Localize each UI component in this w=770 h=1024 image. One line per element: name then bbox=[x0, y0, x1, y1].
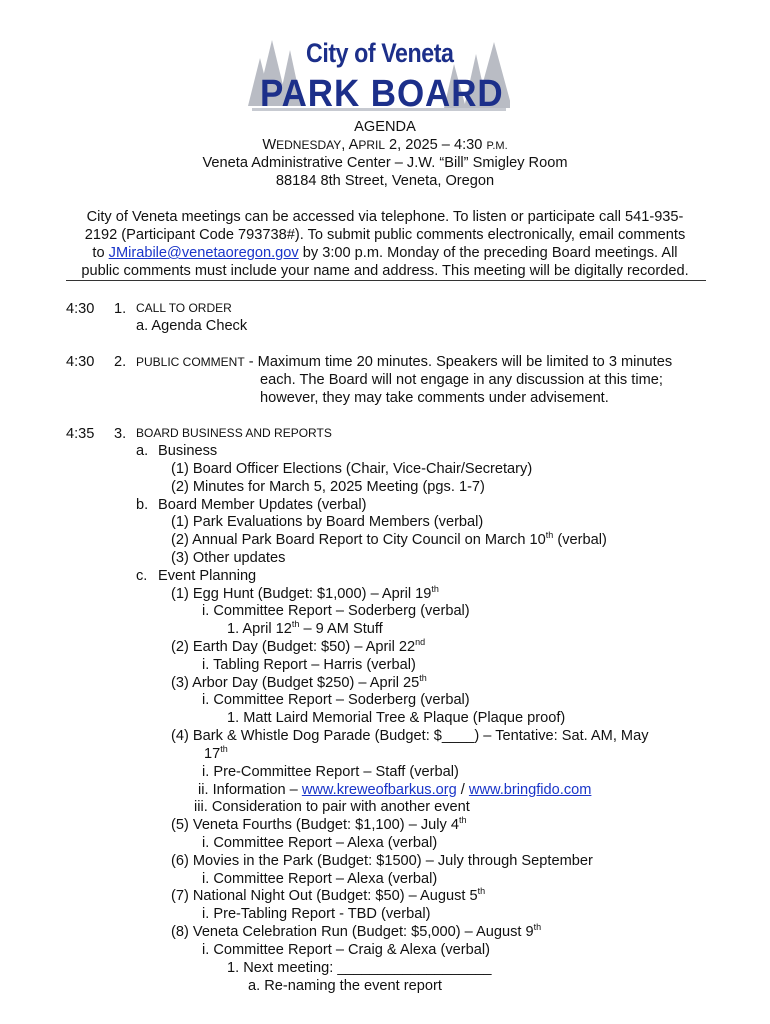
item-3-number: 3. bbox=[114, 426, 127, 442]
event-egg-hunt-detail: 1. April 12th – 9 AM Stuff bbox=[227, 619, 383, 637]
item-2-number: 2. bbox=[114, 354, 127, 370]
item-2-text-2: each. The Board will not engage in any discussion at this time; bbox=[260, 372, 663, 388]
event-dog-parade-consider: iii. Consideration to pair with another event bbox=[194, 799, 470, 815]
event-movies-park: (6) Movies in the Park (Budget: $1500) – July through September bbox=[171, 853, 593, 869]
event-celebration-run-rename: a. Re-naming the event report bbox=[248, 978, 442, 994]
item-3a-1: (1) Board Officer Elections (Chair, Vice-Chair/Secretary) bbox=[171, 461, 533, 477]
event-arbor-day: (3) Arbor Day (Budget $250) – April 25th bbox=[171, 673, 427, 691]
logo-city-text: City of Veneta bbox=[306, 38, 454, 68]
intro-line-4: public comments must include your name and address. This meeting will be digitally recorded. bbox=[81, 263, 689, 279]
event-movies-park-report: i. Committee Report – Alexa (verbal) bbox=[202, 871, 438, 887]
event-earth-day-report: i. Tabling Report – Harris (verbal) bbox=[202, 657, 416, 673]
item-3c-text: Event Planning bbox=[158, 568, 257, 584]
event-veneta-fourths-report: i. Committee Report – Alexa (verbal) bbox=[202, 835, 438, 851]
item-2-text-3: however, they may take comments under advisement. bbox=[260, 390, 609, 406]
event-dog-parade: (4) Bark & Whistle Dog Parade (Budget: $____) – Tentative: Sat. AM, May bbox=[171, 728, 649, 744]
event-celebration-run-report: i. Committee Report – Craig & Alexa (verbal) bbox=[202, 942, 490, 958]
intro-line-2: 2192 (Participant Code 793738#). To submit public comments electronically, email comments bbox=[84, 227, 686, 243]
item-2-time: 4:30 bbox=[66, 354, 95, 370]
park-board-logo bbox=[244, 36, 510, 116]
item-1-title: CALL TO ORDER bbox=[136, 301, 232, 315]
meeting-location: Veneta Administrative Center – J.W. “Bill” Smigley Room bbox=[202, 155, 568, 171]
event-egg-hunt: (1) Egg Hunt (Budget: $1,000) – April 19th bbox=[171, 584, 439, 602]
event-national-night-out-report: i. Pre-Tabling Report - TBD (verbal) bbox=[202, 906, 431, 922]
event-arbor-day-report: i. Committee Report – Soderberg (verbal) bbox=[202, 692, 470, 708]
item-3b-2: (2) Annual Park Board Report to City Council on March 10th (verbal) bbox=[171, 530, 607, 548]
item-1-number: 1. bbox=[114, 301, 127, 317]
event-dog-parade-cont: 17th bbox=[204, 744, 228, 762]
item-3b-3: (3) Other updates bbox=[171, 550, 286, 566]
event-arbor-day-detail: 1. Matt Laird Memorial Tree & Plaque (Plaque proof) bbox=[227, 710, 566, 726]
item-2-heading: PUBLIC COMMENT - Maximum time 20 minutes. Speakers will be limited to 3 minutes bbox=[136, 354, 673, 370]
item-3-time: 4:35 bbox=[66, 426, 95, 442]
email-link[interactable]: JMirabile@venetaoregon.gov bbox=[108, 245, 299, 261]
meeting-address: 88184 8th Street, Veneta, Oregon bbox=[275, 173, 495, 189]
logo-park-board-text: PARK BOARD bbox=[260, 73, 504, 115]
intro-line-1: City of Veneta meetings can be accessed via telephone. To listen or participate call 541-935- bbox=[86, 209, 684, 225]
event-celebration-run-next: 1. Next meeting: ___________________ bbox=[227, 960, 492, 976]
meeting-date: WEDNESDAY, APRIL 2, 2025 – 4:30 P.M. bbox=[262, 137, 508, 153]
item-3a-label: a. bbox=[136, 443, 149, 459]
event-celebration-run: (8) Veneta Celebration Run (Budget: $5,000) – August 9th bbox=[171, 922, 542, 940]
event-national-night-out: (7) National Night Out (Budget: $50) – August 5th bbox=[171, 886, 486, 904]
event-dog-parade-info: ii. Information – www.kreweofbarkus.org / www.bringfido.com bbox=[198, 782, 592, 798]
agenda-title: AGENDA bbox=[354, 119, 416, 135]
item-3b-text: Board Member Updates (verbal) bbox=[158, 497, 367, 513]
event-dog-parade-report: i. Pre-Committee Report – Staff (verbal) bbox=[202, 764, 459, 780]
item-3b-label: b. bbox=[136, 497, 149, 513]
kreweofbarkus-link[interactable]: www.kreweofbarkus.org bbox=[301, 782, 457, 798]
item-3c-label: c. bbox=[136, 568, 148, 584]
event-egg-hunt-report: i. Committee Report – Soderberg (verbal) bbox=[202, 603, 470, 619]
item-3-title: BOARD BUSINESS AND REPORTS bbox=[136, 426, 332, 440]
item-3a-text: Business bbox=[158, 443, 218, 459]
item-1a: a. Agenda Check bbox=[136, 318, 248, 334]
item-3a-2: (2) Minutes for March 5, 2025 Meeting (pgs. 1-7) bbox=[171, 479, 485, 495]
intro-line-3: to JMirabile@venetaoregon.gov by 3:00 p.m. Monday of the preceding Board meetings. All bbox=[92, 245, 678, 261]
event-veneta-fourths: (5) Veneta Fourths (Budget: $1,100) – July 4th bbox=[171, 815, 467, 833]
item-1-time: 4:30 bbox=[66, 301, 95, 317]
event-earth-day: (2) Earth Day (Budget: $50) – April 22nd bbox=[171, 637, 426, 655]
bringfido-link[interactable]: www.bringfido.com bbox=[468, 782, 592, 798]
item-3b-1: (1) Park Evaluations by Board Members (verbal) bbox=[171, 514, 484, 530]
divider-rule bbox=[66, 280, 706, 281]
